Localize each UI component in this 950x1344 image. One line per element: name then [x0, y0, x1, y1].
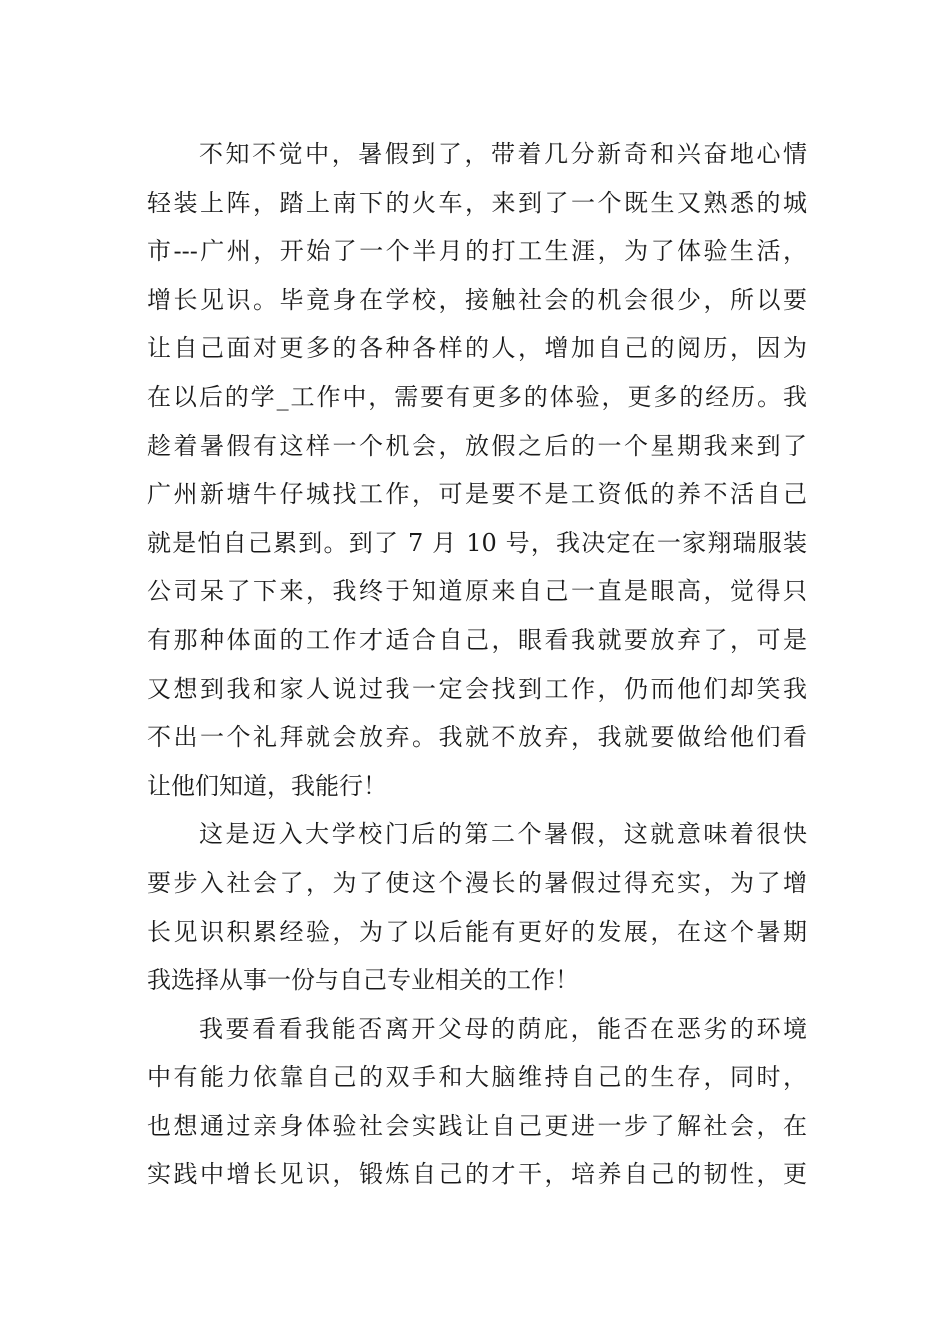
paragraph-1-line-14: 让他们知道，我能行！: [147, 771, 387, 800]
paragraph-1-line-5: 让自己面对更多的各种各样的人，增加自己的阅历，因为: [147, 334, 807, 363]
paragraph-2-line-3: 长见识积累经验，为了以后能有更好的发展，在这个暑期: [147, 917, 807, 946]
paragraph-3-line-2: 中有能力依靠自己的双手和大脑维持自己的生存，同时，: [147, 1063, 807, 1092]
paragraph-1-line-12: 又想到我和家人说过我一定会找到工作，仍而他们却笑我: [147, 674, 807, 703]
paragraph-1-line-11: 有那种体面的工作才适合自己，眼看我就要放弃了，可是: [147, 625, 807, 654]
paragraph-1-line-3: 市---广州，开始了一个半月的打工生涯，为了体验生活，: [147, 237, 807, 266]
paragraph-2-line-4: 我选择从事一份与自己专业相关的工作！: [147, 966, 579, 995]
paragraph-3-line-3: 也想通过亲身体验社会实践让自己更进一步了解社会，在: [147, 1111, 807, 1140]
document-body: [147, 130, 807, 1199]
paragraph-2-line-2: 要步入社会了，为了使这个漫长的暑假过得充实，为了增: [147, 868, 807, 897]
paragraph-1-line-10: 公司呆了下来，我终于知道原来自己一直是眼高，觉得只: [147, 577, 807, 606]
paragraph-1-line-13: 不出一个礼拜就会放弃。我就不放弃，我就要做给他们看: [147, 723, 807, 752]
paragraph-1-line-8: 广州新塘牛仔城找工作，可是要不是工资低的养不活自己: [147, 480, 807, 509]
paragraph-2-line-1: 这是迈入大学校门后的第二个暑假，这就意味着很快: [199, 820, 807, 849]
paragraph-3-line-1: 我要看看我能否离开父母的荫庇，能否在恶劣的环境: [199, 1014, 807, 1043]
paragraph-1-line-6: 在以后的学_工作中，需要有更多的体验，更多的经历。我: [147, 382, 807, 411]
paragraph-1-line-7: 趁着暑假有这样一个机会，放假之后的一个星期我来到了: [147, 431, 807, 460]
paragraph-3-line-4: 实践中增长见识，锻炼自己的才干，培养自己的韧性，更: [147, 1160, 807, 1189]
paragraph-1-line-9: 就是怕自己累到。到了 7 月 10 号，我决定在一家翔瑞服装: [147, 528, 807, 557]
paragraph-1-line-1: 不知不觉中，暑假到了，带着几分新奇和兴奋地心情: [199, 140, 807, 168]
paragraph-1-line-4: 增长见识。毕竟身在学校，接触社会的机会很少，所以要: [147, 285, 807, 314]
paragraph-1-line-2: 轻装上阵，踏上南下的火车，来到了一个既生又熟悉的城: [147, 188, 807, 217]
